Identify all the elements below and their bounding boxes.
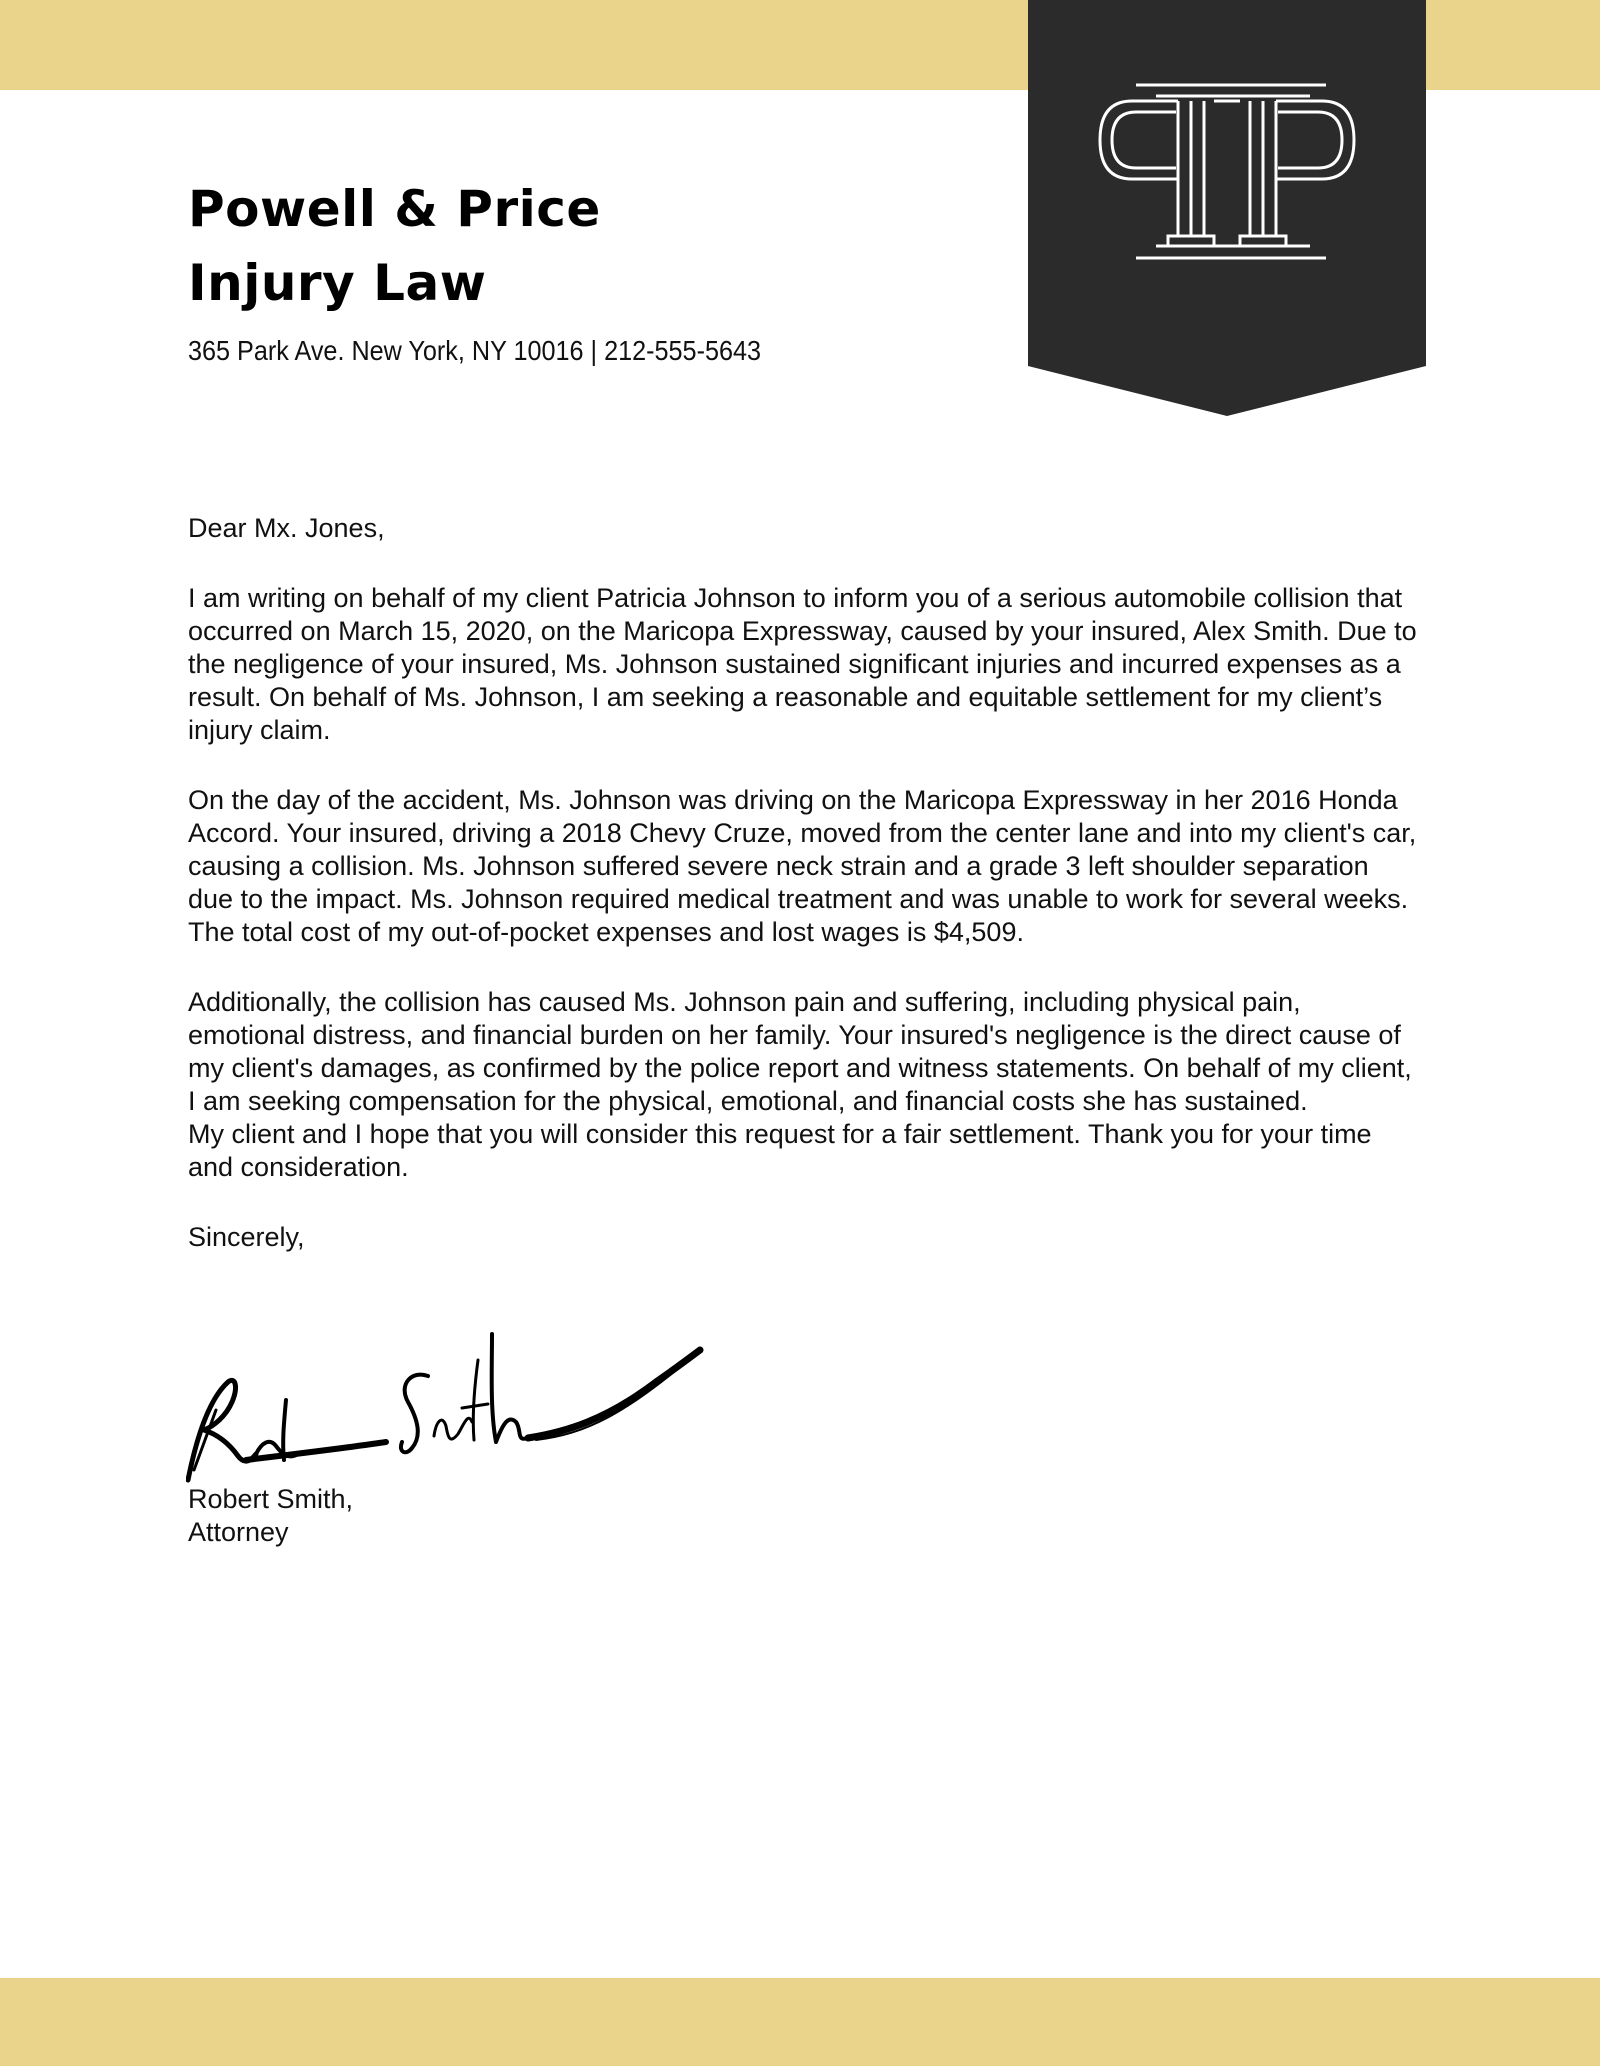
salutation: Dear Mx. Jones, — [188, 513, 385, 543]
firm-address: 365 Park Ave. New York, NY 10016 | 212-555-5643 — [188, 335, 762, 366]
paragraph-2: On the day of the accident, Ms. Johnson was driving on the Maricopa Expressway in her 2016 Honda Accord. Your insured, driving a 2018 Chevy Cruze, moved from the center lane and into my client's car, causing a collision. Ms. Johnson suffered severe neck strain and a grade 3 left shoulder separation due to the impact. Ms. Johnson required medical treatment and was unable to work for several weeks. The total cost of my out-of-pocket expenses and lost wages is $4,509. — [188, 785, 1417, 947]
signoff-block — [188, 1483, 353, 1549]
logo-banner — [1028, 0, 1426, 416]
signature-graphic — [186, 1330, 706, 1490]
paragraph-4: My client and I hope that you will consider this request for a fair settlement. Thank you for your time and consideration. — [188, 1119, 1372, 1182]
handwritten-signature — [186, 1330, 706, 1490]
bottom-accent-band — [0, 1978, 1600, 2066]
letterhead — [188, 172, 968, 368]
closing: Sincerely, — [188, 1222, 305, 1252]
signer-name: Robert Smith, — [188, 1484, 354, 1514]
paragraph-3: Additionally, the collision has caused Ms. Johnson pain and suffering, including physical pain, emotional distress, and financial burden on her family. Your insured's negligence is the direct cause of my client's damages, as confirmed by the police report and witness statements. On behalf of my client, I am seeking compensation for the physical, emotional, and financial costs she has sustained. — [188, 987, 1412, 1116]
firm-name-line-1: Powell & Price — [188, 180, 601, 238]
firm-name — [188, 172, 968, 320]
letter-body — [188, 512, 1418, 1254]
paragraph-1: I am writing on behalf of my client Patricia Johnson to inform you of a serious automobile collision that occurred on March 15, 2020, on the Maricopa Expressway, caused by your insured, Alex Smith. Due to the negligence of your insured, Ms. Johnson sustained significant injuries and incurred expenses as a result. On behalf of Ms. Johnson, I am seeking a reasonable and equitable settlement for my client’s injury claim. — [188, 583, 1417, 745]
banner-shape — [1028, 0, 1426, 416]
firm-name-line-2: Injury Law — [188, 254, 487, 312]
banner-graphic — [1028, 0, 1426, 416]
signer-title: Attorney — [188, 1517, 289, 1547]
